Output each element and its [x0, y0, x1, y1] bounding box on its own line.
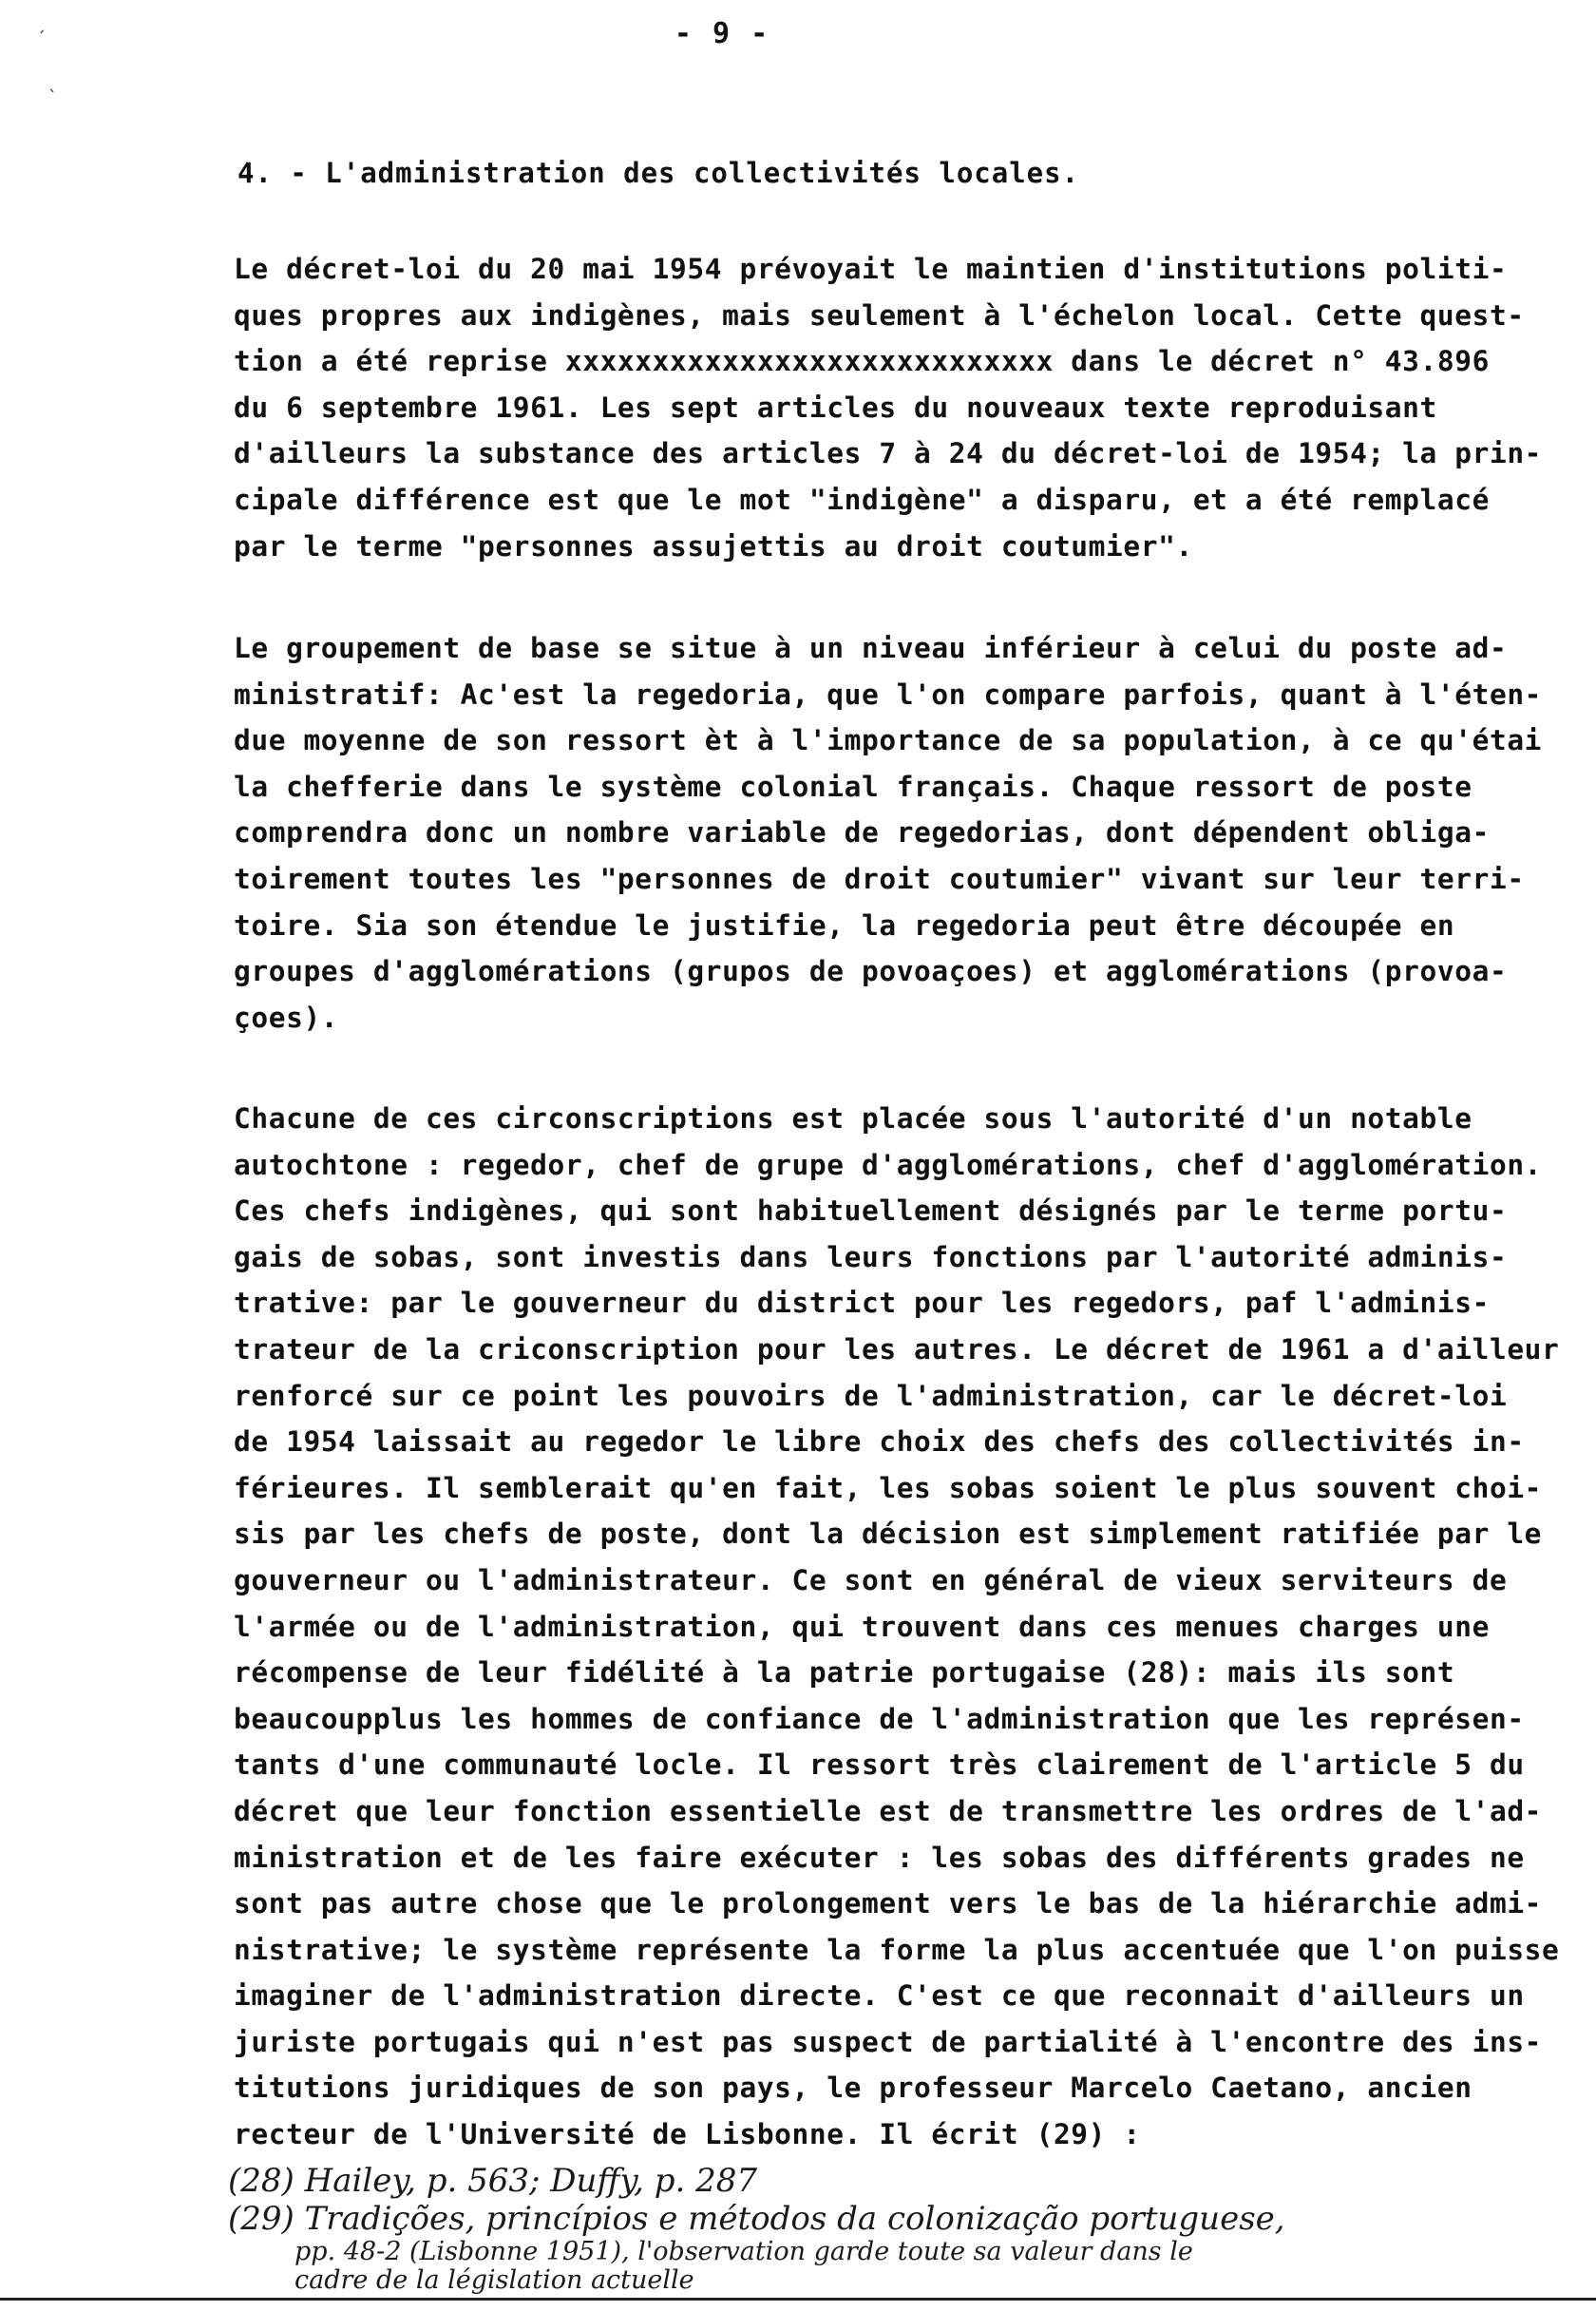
handwritten-footnotes	[228, 2162, 1577, 2295]
margin-mark: `	[48, 87, 58, 107]
text-line: renforcé sur ce point les pouvoirs de l'administration, car le décret-loi	[234, 1379, 1508, 1412]
text-line: çoes).	[234, 1001, 339, 1034]
margin-mark: ´	[36, 29, 47, 48]
text-line: cipale différence est que le mot "indigène" a disparu, et a été remplacé	[234, 483, 1490, 516]
text-line: Chacune de ces circonscriptions est placée sous l'autorité d'un notable	[234, 1102, 1472, 1135]
text-line: titutions juridiques de son pays, le professeur Marcelo Caetano, ancien	[234, 2072, 1472, 2105]
text-line: toire. Sia son étendue le justifie, la regedoria peut être découpée en	[234, 908, 1455, 942]
text-line: d'ailleurs la substance des articles 7 à 24 du décret-loi de 1954; la prin-	[234, 437, 1543, 470]
text-line: trative: par le gouverneur du district pour les regedors, paf l'adminis-	[234, 1287, 1490, 1320]
text-line: ques propres aux indigènes, mais seulement à l'échelon local. Cette quest-	[234, 298, 1525, 332]
text-line: trateur de la criconscription pour les autres. Le décret de 1961 a d'ailleur	[234, 1332, 1560, 1366]
text-line: sont pas autre chose que le prolongement vers le bas de la hiérarchie admi-	[234, 1887, 1543, 1920]
text-line: due moyenne de son ressort èt à l'importance de sa population, à ce qu'étai	[234, 724, 1543, 757]
footnote-29-continuation: cadre de la législation actuelle	[294, 2265, 694, 2295]
text-line: gouverneur ou l'administrateur. Ce sont en général de vieux serviteurs de	[234, 1563, 1508, 1596]
footnote-29: (29) Tradições, princípios e métodos da colonização portuguese,	[228, 2200, 1285, 2238]
footnote-29-continuation: pp. 48-2 (Lisbonne 1951), l'observation garde toute sa valeur dans le	[294, 2237, 1193, 2266]
text-line: autochtone : regedor, chef de grupe d'agglomérations, chef d'agglomération.	[234, 1148, 1543, 1181]
text-line: ministratif: Ac'est la regedoria, que l'on compare parfois, quant à l'éten-	[234, 678, 1543, 711]
text-line: décret que leur fonction essentielle est de transmettre les ordres de l'ad-	[234, 1794, 1543, 1827]
text-line: tion a été reprise xxxxxxxxxxxxxxxxxxxxxxxxxxxx dans le décret n° 43.896	[234, 345, 1490, 378]
section-heading: 4. - L'administration des collectivités locales.	[238, 157, 1080, 189]
text-line: beaucoupplus les hommes de confiance de l'administration que les représen-	[234, 1702, 1525, 1735]
paragraph-2	[234, 625, 1573, 1041]
text-line: Le groupement de base se situe à un niveau inférieur à celui du poste ad-	[234, 632, 1508, 664]
text-line: sis par les chefs de poste, dont la décision est simplement ratifiée par le	[234, 1518, 1543, 1551]
text-line: ministration et de les faire exécuter : les sobas des différents grades ne	[234, 1841, 1525, 1874]
text-line: recteur de l'Université de Lisbonne. Il écrit (29) :	[234, 2118, 1141, 2151]
paragraph-1	[234, 246, 1573, 569]
text-line: la chefferie dans le système colonial français. Chaque ressort de poste	[234, 770, 1472, 803]
text-line: récompense de leur fidélité à la patrie portugaise (28): mais ils sont	[234, 1656, 1455, 1690]
text-line: groupes d'agglomérations (grupos de povoaçoes) et agglomérations (provoa-	[234, 955, 1508, 988]
bottom-rule	[0, 2298, 1596, 2301]
paragraph-3	[234, 1096, 1573, 2158]
text-line: nistrative; le système représente la forme la plus accentuée que l'on puisse	[234, 1933, 1560, 1966]
page-number: - 9 -	[674, 17, 770, 50]
text-line: du 6 septembre 1961. Les sept articles du nouveaux texte reproduisant	[234, 391, 1437, 424]
text-line: gais de sobas, sont investis dans leurs fonctions par l'autorité adminis-	[234, 1240, 1508, 1273]
text-line: comprendra donc un nombre variable de regedorias, dont dépendent obliga-	[234, 816, 1490, 850]
text-line: Ces chefs indigènes, qui sont habituellement désignés par le terme portu-	[234, 1194, 1508, 1228]
text-line: l'armée ou de l'administration, qui trouvent dans ces menues charges une	[234, 1610, 1490, 1643]
text-line: tants d'une communauté locle. Il ressort très clairement de l'article 5 du	[234, 1748, 1525, 1782]
text-line: férieures. Il semblerait qu'en fait, les sobas soient le plus souvent choi-	[234, 1471, 1543, 1504]
footnote-28: (28) Hailey, p. 563; Duffy, p. 287	[228, 2162, 758, 2200]
text-line: imaginer de l'administration directe. C'est ce que reconnait d'ailleurs un	[234, 1979, 1525, 2013]
text-line: toirement toutes les "personnes de droit coutumier" vivant sur leur terri-	[234, 862, 1525, 895]
text-line: de 1954 laissait au regedor le libre choix des chefs des collectivités in-	[234, 1425, 1525, 1459]
text-line: juriste portugais qui n'est pas suspect de partialité à l'encontre des ins-	[234, 2025, 1543, 2058]
text-line: Le décret-loi du 20 mai 1954 prévoyait le maintien d'institutions politi-	[234, 253, 1508, 285]
text-line: par le terme "personnes assujettis au droit coutumier".	[234, 529, 1193, 563]
